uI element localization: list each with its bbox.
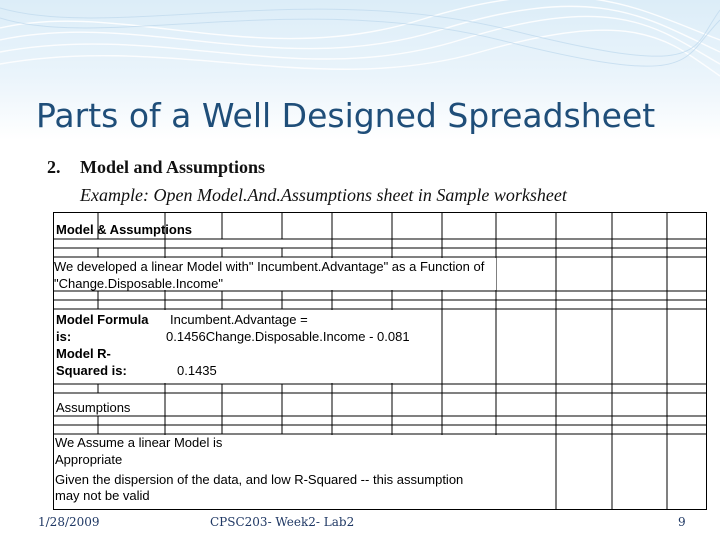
example-instruction: Example: Open Model.And.Assumptions sheet in Sample worksheet bbox=[80, 185, 567, 205]
spreadsheet-gridlines bbox=[53, 212, 707, 510]
sheet-header-cell: Model & Assumptions bbox=[56, 222, 193, 237]
rsquared-value: 0.1435 bbox=[177, 363, 217, 378]
assumption-2-line-2: may not be valid bbox=[55, 488, 150, 503]
formula-label-line-1: Model Formula bbox=[56, 312, 149, 327]
bullet-number: 2. bbox=[47, 157, 61, 177]
assumption-2-line-1: Given the dispersion of the data, and low R-Squared -- this assumption bbox=[55, 472, 464, 487]
rsquared-label-line-1: Model R- bbox=[56, 346, 111, 361]
formula-value-line-1: Incumbent.Advantage = bbox=[170, 312, 308, 327]
assumption-1-line-1: We Assume a linear Model is bbox=[55, 435, 223, 450]
rsquared-label-line-2: Squared is: bbox=[56, 363, 127, 378]
bullet-heading: Model and Assumptions bbox=[80, 157, 266, 177]
footer-course-label: CPSC203- Week2- Lab2 bbox=[210, 515, 355, 529]
footer-date: 1/28/2009 bbox=[38, 515, 100, 529]
model-description-line-2: "Change.Disposable.Income" bbox=[54, 276, 223, 291]
model-description-line-1: We developed a linear Model with" Incumbent.Advantage" as a Function of bbox=[54, 259, 485, 274]
formula-value-line-2: 0.1456Change.Disposable.Income - 0.081 bbox=[166, 329, 410, 344]
formula-label-line-2: is: bbox=[56, 329, 72, 344]
spreadsheet-excerpt bbox=[53, 212, 707, 510]
slide-title: Parts of a Well Designed Spreadsheet bbox=[36, 96, 656, 135]
slide-number: 9 bbox=[678, 515, 686, 529]
assumption-1-line-2: Appropriate bbox=[55, 452, 123, 467]
assumptions-header-cell: Assumptions bbox=[56, 400, 131, 415]
